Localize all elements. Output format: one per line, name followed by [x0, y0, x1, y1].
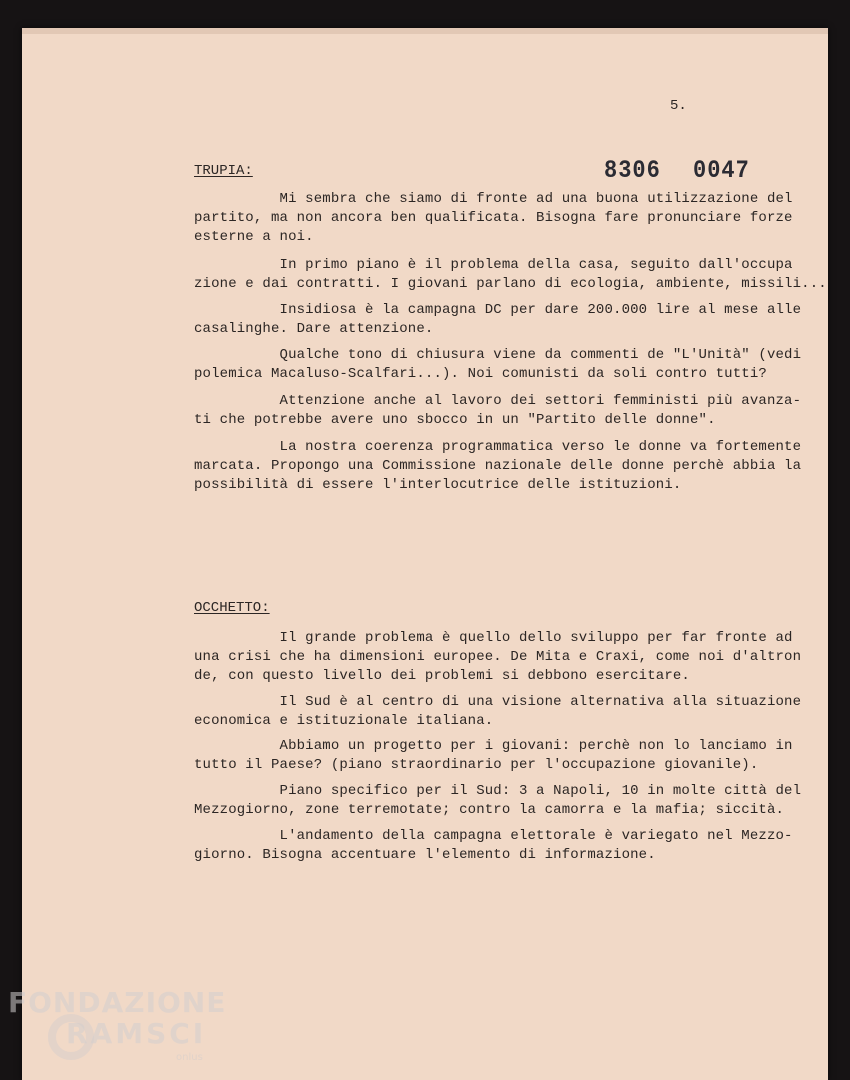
- page-number: 5.: [670, 98, 687, 114]
- paragraph: Qualche tono di chiusura viene da commenti de "L'Unità" (vedi polemica Macaluso-Scalfari...). Noi comunisti da soli contro tutti?: [194, 347, 802, 382]
- paragraph: Insidiosa è la campagna DC per dare 200.000 lire al mese alle casalinghe. Dare attenzione.: [194, 302, 802, 337]
- fondazione-gramsci-watermark: [8, 986, 227, 1063]
- watermark-line1: FONDAZIONE: [8, 986, 227, 1019]
- gramsci-g-logo-icon: [48, 1014, 94, 1060]
- archive-stamp: 8306 0047: [604, 156, 750, 185]
- paragraph: Attenzione anche al lavoro dei settori femministi più avanza- ti che potrebbe avere uno sbocco in un "Partito delle donne".: [194, 393, 802, 428]
- paragraph: L'andamento della campagna elettorale è variegato nel Mezzo- giorno. Bisogna accentuare l'elemento di informazione.: [194, 828, 793, 863]
- paragraph: In primo piano è il problema della casa, seguito dall'occupa zione e dai contratti. I giovani parlano di ecologia, ambiente, missili...: [194, 257, 827, 292]
- paragraph: Il Sud è al centro di una visione alternativa alla situazione economica e istituzionale italiana.: [194, 694, 802, 729]
- paragraph: Mi sembra che siamo di fronte ad una buona utilizzazione del partito, ma non ancora ben qualificata. Bisogna fare pronunciare forze esterne a noi.: [194, 191, 793, 245]
- paragraph: La nostra coerenza programmatica verso le donne va fortemente marcata. Propongo una Commissione nazionale delle donne perchè abbia la possibilità di essere l'interlocutrice delle istituzioni.: [194, 439, 802, 493]
- watermark-suffix: onlus: [176, 1052, 203, 1063]
- watermark-line2: RAMSCI: [66, 1017, 207, 1050]
- paragraph: Il grande problema è quello dello sviluppo per far fronte ad una crisi che ha dimensioni europee. De Mita e Craxi, come noi d'altron de, con questo livello dei problemi si debbono esercitare.: [194, 630, 802, 684]
- paragraph: Piano specifico per il Sud: 3 a Napoli, 10 in molte città del Mezzogiorno, zone terremotate; contro la camorra e la mafia; siccità.: [194, 783, 802, 818]
- document-page: [22, 28, 828, 1080]
- speaker-trupia: TRUPIA:: [194, 163, 253, 179]
- paragraph: Abbiamo un progetto per i giovani: perchè non lo lanciamo in tutto il Paese? (piano straordinario per l'occupazione giovanile).: [194, 738, 793, 773]
- speaker-occhetto: OCCHETTO:: [194, 600, 270, 616]
